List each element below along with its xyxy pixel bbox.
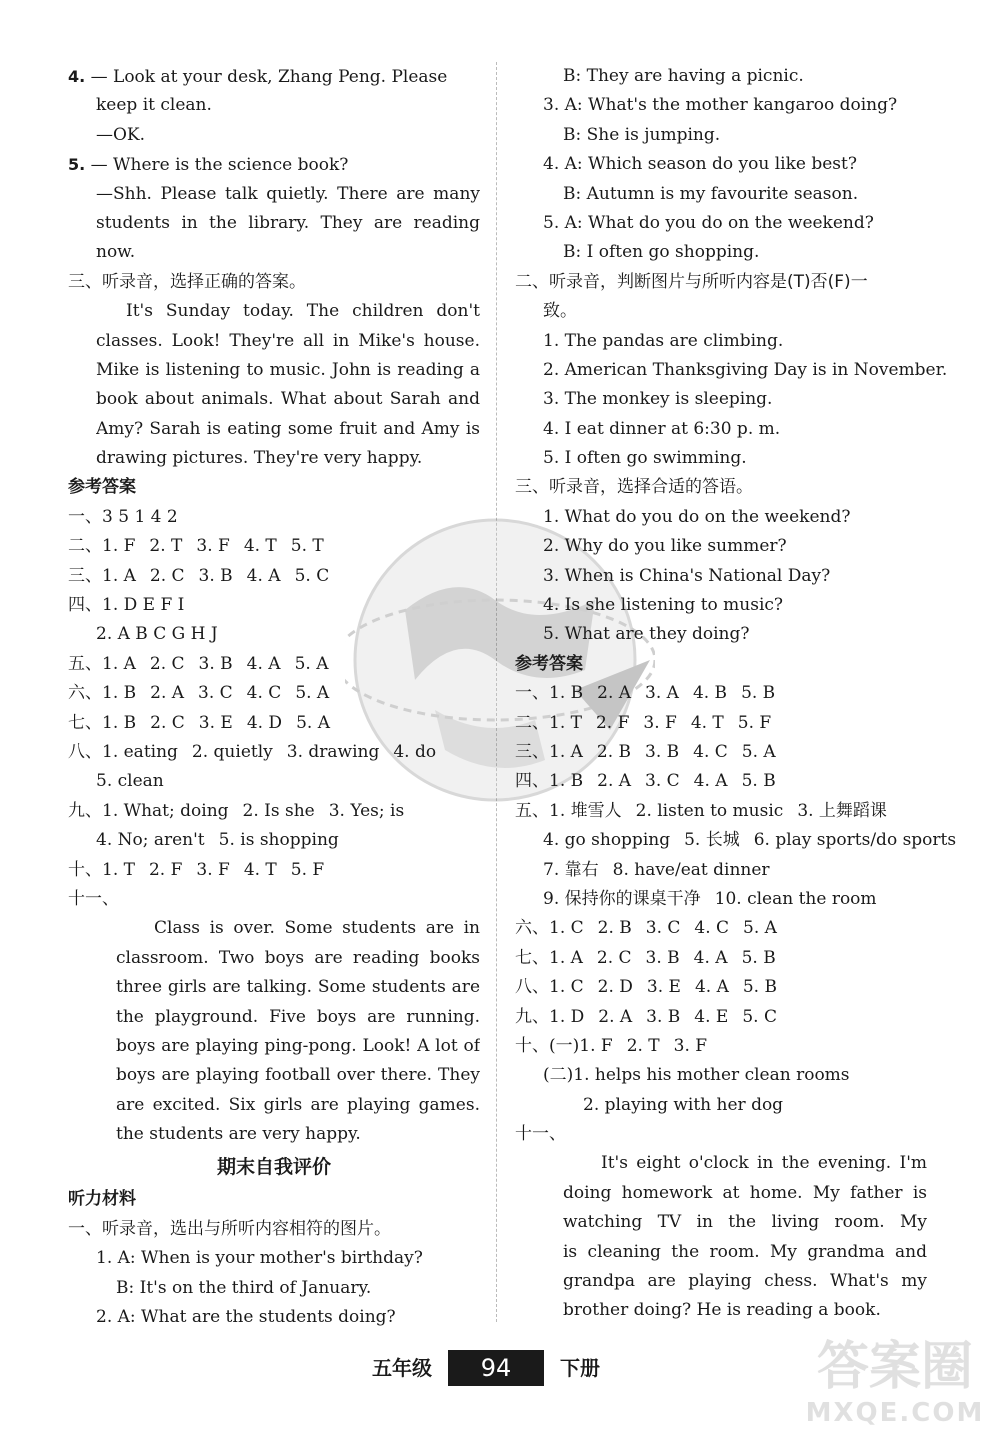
passage-line: It's Sunday today. The children don't [126, 301, 480, 322]
passage-line: watching TV in the living room. My [563, 1212, 927, 1233]
answer-row-5b: 4. go shopping 5. 长城 6. play sports/do sports [543, 830, 957, 851]
answer-key-title: 参考答案 [515, 653, 583, 674]
question-3b: B: She is jumping. [563, 124, 721, 145]
answer-row-10: 十、1. T 2. F 3. F 4. T 5. F [68, 859, 325, 880]
passage-line: book about animals. What about Sarah and [96, 389, 480, 410]
left-column [68, 62, 480, 1332]
question-1b: B: It's on the third of January. [116, 1277, 372, 1298]
site-watermark [800, 1335, 990, 1445]
passage-line: are excited. Six girls are playing games. [116, 1094, 480, 1115]
question-5a: 5. A: What do you do on the weekend? [543, 212, 874, 233]
statement-item: 4. I eat dinner at 6:30 p. m. [543, 418, 781, 439]
watermark-url: MXQE.COM [805, 1398, 985, 1428]
final-assessment-title: 期末自我评价 [216, 1156, 331, 1179]
statement-item: 3. The monkey is sleeping. [543, 389, 773, 410]
question-3a: 3. A: What's the mother kangaroo doing? [543, 95, 898, 116]
answer-row-8: 八、1. C 2. D 3. E 4. A 5. B [515, 977, 777, 998]
answer-row-4: 四、1. D E F I [68, 595, 185, 616]
watermark-text: 答案圈 [816, 1337, 973, 1397]
question-item: 3. When is China's National Day? [543, 565, 831, 586]
statement-item: 1. The pandas are climbing. [543, 330, 784, 351]
passage-line: boys are playing ping-pong. Look! A lot of [116, 1035, 480, 1056]
passage-line: brother doing? He is reading a book. [563, 1300, 881, 1321]
answer-row-1: 一、1. B 2. A 3. A 4. B 5. B [515, 683, 776, 704]
passage-line: It's eight o'clock in the evening. I'm [601, 1153, 927, 1174]
answer-row-5: 五、1. 堆雪人 2. listen to music 3. 上舞蹈课 [515, 800, 887, 821]
answer-row-10c: 2. playing with her dog [583, 1094, 784, 1115]
dialog-5-line-1: 5. — Where is the science book? [68, 155, 349, 176]
question-4b: B: Autumn is my favourite season. [563, 183, 859, 204]
section-1-title: 一、听录音，选出与所听内容相符的图片。 [68, 1218, 391, 1239]
column-divider [496, 62, 497, 1322]
passage-line: three girls are talking. Some students are [116, 977, 480, 998]
dialog-4-line-1: 4. — Look at your desk, Zhang Peng. Please [68, 67, 448, 87]
answer-row-11: 十一、 [515, 1124, 566, 1145]
dialog-4-line-2: keep it clean. [96, 95, 212, 116]
answer-row-2: 二、1. T 2. F 3. F 4. T 5. F [515, 712, 772, 733]
answer-row-3: 三、1. A 2. B 3. B 4. C 5. A [515, 741, 776, 762]
passage-line: classes. Look! They're all in Mike's house. [96, 330, 480, 351]
question-item: 1. What do you do on the weekend? [543, 506, 851, 527]
question-4a: 4. A: Which season do you like best? [543, 154, 857, 175]
passage-line: doing homework at home. My father is [563, 1182, 927, 1203]
question-item: 5. What are they doing? [543, 624, 750, 645]
answer-row-8b: 5. clean [96, 771, 164, 792]
answer-row-11: 十一、 [68, 888, 119, 909]
passage-line: Amy? Sarah is eating some fruit and Amy is [96, 418, 480, 439]
question-item: 2. Why do you like summer? [543, 536, 787, 557]
listening-material-title: 听力材料 [68, 1189, 136, 1210]
question-5b: B: I often go shopping. [563, 242, 760, 263]
answer-row-6: 六、1. C 2. B 3. C 4. C 5. A [515, 918, 777, 939]
answer-row-9: 九、1. What; doing 2. Is she 3. Yes; is [68, 800, 405, 821]
passage-line: Mike is listening to music. John is reading a [96, 359, 480, 380]
passage-line: grandpa are playing chess. What's my [563, 1271, 927, 1292]
volume-label: 下册 [560, 1356, 600, 1380]
passage-line: boys are playing football over there. They [116, 1065, 480, 1086]
dialog-4-line-3: —OK. [96, 124, 146, 145]
dialog-5-line-2: —Shh. Please talk quietly. There are many [96, 183, 480, 204]
passage-line: is cleaning the room. My grandma and [563, 1241, 927, 1262]
passage-line: drawing pictures. They're very happy. [96, 448, 423, 469]
answer-row-10: 十、(一)1. F 2. T 3. F [515, 1035, 708, 1056]
passage-line: the students are very happy. [116, 1124, 361, 1145]
question-1a: 1. A: When is your mother's birthday? [96, 1248, 423, 1269]
answer-row-5: 五、1. A 2. C 3. B 4. A 5. A [68, 653, 329, 674]
section-3-title: 三、听录音，选择正确的答案。 [68, 271, 306, 292]
answer-row-1: 一、3 5 1 4 2 [68, 506, 178, 527]
passage-1 [68, 297, 480, 473]
answer-row-4b: 2. A B C G H J [96, 624, 218, 645]
answer-row-7: 七、1. B 2. C 3. E 4. D 5. A [68, 712, 330, 733]
dialog-5-line-3: students in the library. They are reading [96, 212, 480, 233]
answer-row-3: 三、1. A 2. C 3. B 4. A 5. C [68, 565, 330, 586]
answer-row-7: 七、1. A 2. C 3. B 4. A 5. B [515, 947, 776, 968]
statement-item: 5. I often go swimming. [543, 448, 747, 469]
answer-row-5d: 9. 保持你的课桌干净 10. clean the room [543, 888, 877, 909]
right-column [515, 62, 957, 1326]
answer-row-4: 四、1. B 2. A 3. C 4. A 5. B [515, 771, 776, 792]
answer-row-2: 二、1. F 2. T 3. F 4. T 5. T [68, 536, 324, 557]
dialog-5-line-4: now. [96, 242, 136, 263]
section-3-title: 三、听录音，选择合适的答语。 [515, 477, 753, 498]
question-2b: B: They are having a picnic. [563, 66, 804, 86]
answer-row-8: 八、1. eating 2. quietly 3. drawing 4. do [68, 741, 437, 762]
passage-line: classroom. Two boys are reading books [116, 947, 480, 968]
page-number: 94 [448, 1350, 544, 1386]
question-2a: 2. A: What are the students doing? [96, 1307, 396, 1328]
answer-key-title: 参考答案 [68, 477, 136, 498]
passage-2 [68, 914, 480, 1149]
answer-row-6: 六、1. B 2. A 3. C 4. C 5. A [68, 683, 330, 704]
answer-row-9b: 4. No; aren't 5. is shopping [96, 830, 339, 851]
answer-row-9: 九、1. D 2. A 3. B 4. E 5. C [515, 1006, 777, 1027]
passage-line: the playground. Five boys are running. [116, 1006, 480, 1027]
answer-row-5c: 7. 靠右 8. have/eat dinner [543, 859, 770, 880]
answer-row-10b: (二)1. helps his mother clean rooms [543, 1065, 850, 1086]
grade-label: 五年级 [372, 1356, 432, 1380]
passage-3 [515, 1149, 927, 1325]
section-2-title-cont: 致。 [543, 301, 577, 322]
section-2-title: 二、听录音，判断图片与所听内容是(T)否(F)一 [515, 271, 868, 292]
passage-line: Class is over. Some students are in [154, 918, 480, 939]
question-item: 4. Is she listening to music? [543, 595, 784, 616]
statement-item: 2. American Thanksgiving Day is in November. [543, 359, 948, 380]
